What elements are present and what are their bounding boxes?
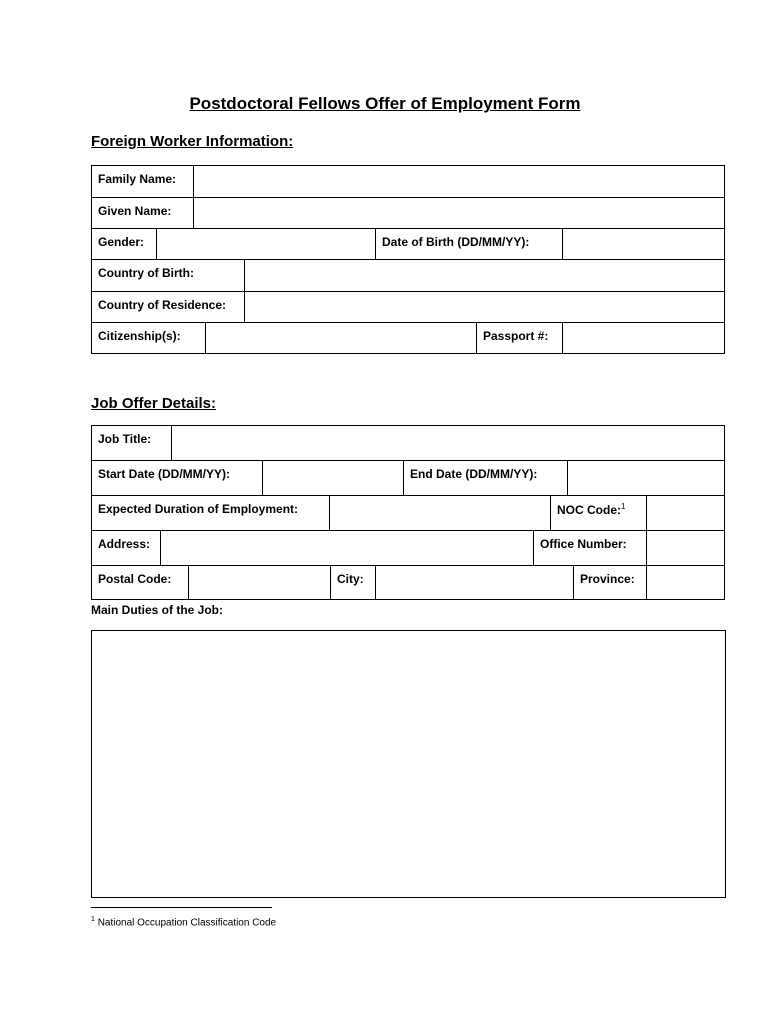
job-title-field[interactable]: [171, 426, 724, 460]
citizenship-label: Citizenship(s):: [98, 329, 181, 343]
country-of-residence-field[interactable]: [244, 292, 724, 322]
start-date-field[interactable]: [262, 461, 403, 495]
dob-field[interactable]: [562, 229, 724, 259]
province-label: Province:: [580, 572, 635, 586]
family-name-row: [91, 165, 725, 198]
duration-noc-row: [91, 495, 725, 531]
gender-label: Gender:: [98, 235, 145, 249]
gender-field[interactable]: [156, 229, 375, 259]
address-field[interactable]: [160, 531, 533, 565]
start-end-date-row: [91, 460, 725, 496]
passport-label: Passport #:: [483, 329, 549, 343]
given-name-label: Given Name:: [98, 204, 172, 218]
given-name-row: [91, 197, 725, 229]
country-of-birth-field[interactable]: [244, 260, 724, 291]
address-label: Address:: [98, 537, 151, 551]
citizenship-field[interactable]: [205, 323, 476, 353]
city-label: City:: [337, 572, 364, 586]
main-duties-label: Main Duties of the Job:: [91, 603, 223, 617]
country-of-birth-row: [91, 259, 725, 292]
family-name-field[interactable]: [193, 166, 724, 197]
address-office-row: [91, 530, 725, 566]
office-number-label: Office Number:: [540, 537, 627, 551]
job-title-row: [91, 425, 725, 461]
footnote-divider: [91, 907, 272, 908]
footnote: [91, 916, 276, 928]
duration-field[interactable]: [329, 496, 550, 530]
form-title: Postdoctoral Fellows Offer of Employment Form: [189, 94, 581, 113]
passport-field[interactable]: [562, 323, 724, 353]
office-number-field[interactable]: [646, 531, 724, 565]
postal-code-field[interactable]: [188, 566, 330, 599]
end-date-label: End Date (DD/MM/YY):: [410, 467, 538, 481]
noc-code-label: NOC Code:$^1$: [557, 502, 626, 517]
given-name-field[interactable]: [193, 198, 724, 228]
noc-footnote-marker: 1: [621, 502, 626, 511]
duration-label: Expected Duration of Employment:: [98, 502, 299, 516]
end-date-field[interactable]: [567, 461, 724, 495]
postal-city-province-row: [91, 565, 725, 600]
job-offer-heading: Job Offer Details:: [91, 395, 217, 412]
start-date-label: Start Date (DD/MM/YY):: [98, 467, 231, 481]
gender-dob-row: [91, 228, 725, 260]
family-name-label: Family Name:: [98, 172, 177, 186]
job-title-label: Job Title:: [98, 432, 152, 446]
province-field[interactable]: [646, 566, 724, 599]
country-of-birth-label: Country of Birth:: [98, 266, 194, 280]
noc-code-field[interactable]: [646, 496, 724, 530]
foreign-worker-heading: Foreign Worker Information:: [91, 133, 294, 150]
city-field[interactable]: [375, 566, 573, 599]
country-of-residence-label: Country of Residence:: [98, 298, 227, 312]
main-duties-field[interactable]: [91, 630, 726, 898]
dob-label: Date of Birth (DD/MM/YY):: [382, 235, 530, 249]
footnote-text: National Occupation Classification Code: [97, 917, 277, 929]
citizenship-passport-row: [91, 322, 725, 354]
footnote-marker: 1: [91, 916, 95, 923]
country-of-residence-row: [91, 291, 725, 323]
postal-code-label: Postal Code:: [98, 572, 172, 586]
